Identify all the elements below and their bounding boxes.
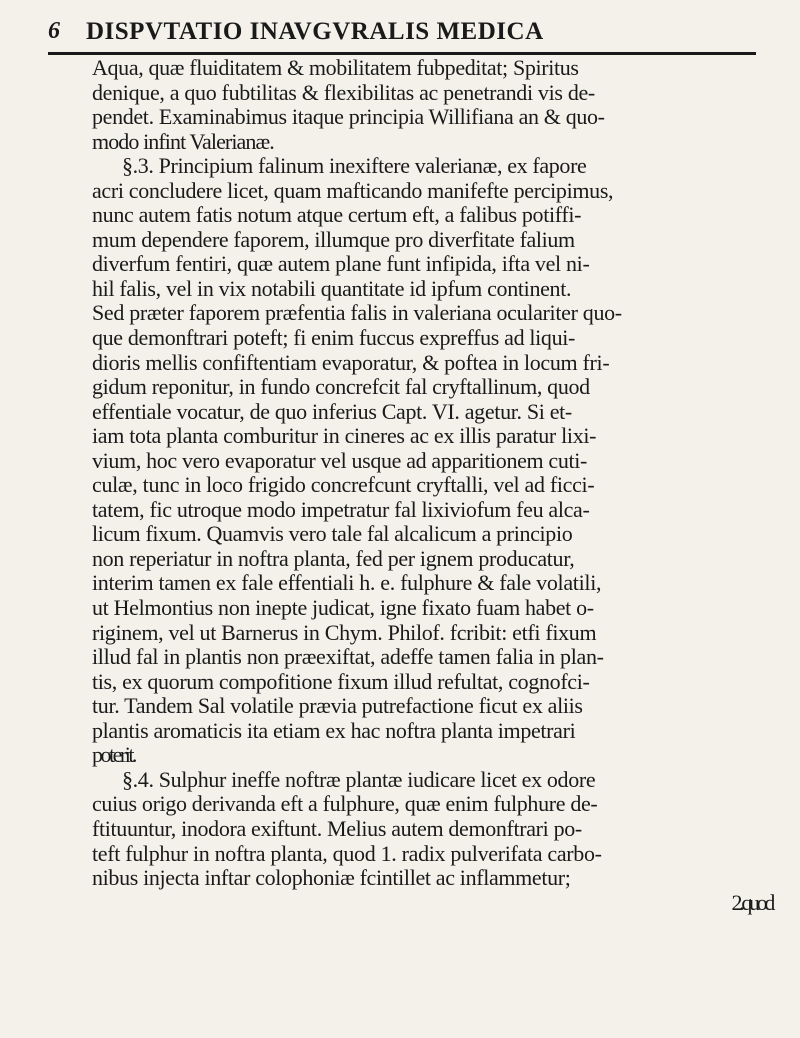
paragraph-start-line: §.3. Principium falinum inexiftere valerianæ, ex fapore	[122, 153, 587, 179]
text-line: tatem, fic utroque modo impetratur fal lixiviofum feu alca-	[92, 496, 590, 522]
text-line: nibus injecta inftar colophoniæ fcintillet ac inflammetur;	[92, 865, 571, 891]
text-line: modo infint Valerianæ.	[92, 128, 274, 154]
paragraph-start-line: §.4. Sulphur ineffe noftræ plantæ iudicare licet ex odore	[122, 766, 596, 792]
text-line: tis, ex quorum compofitione fixum illud refultat, cognofci-	[92, 668, 590, 694]
text-line: teft fulphur in noftra planta, quod 1. radix pulverifata carbo-	[92, 840, 602, 866]
text-line: plantis aromaticis ita etiam ex hac noftra planta impetrari	[92, 717, 576, 743]
catchword: 2.quod	[731, 889, 772, 915]
text-line: hil falis, vel in vix notabili quantitate id ipfum continent.	[92, 275, 572, 301]
text-line: licum fixum. Quamvis vero tale fal alcalicum a principio	[92, 521, 573, 547]
text-line: illud fal in plantis non præexiftat, adeffe tamen falia in plan-	[92, 644, 604, 670]
text-line: gidum reponitur, in fundo concrefcit fal cryftallinum, quod	[92, 374, 590, 400]
text-line: interim tamen ex fale effentiali h. e. fulphure & fale volatili,	[92, 570, 602, 596]
text-line: acri concludere licet, quam mafticando manifefte percipimus,	[92, 177, 614, 203]
text-line: tur. Tandem Sal volatile prævia putrefactione ficut ex aliis	[92, 693, 583, 719]
body-text	[92, 56, 792, 915]
text-line: culæ, tunc in loco frigido concrefcunt cryftalli, vel ad ficci-	[92, 472, 595, 498]
text-line: Aqua, quæ fluiditatem & mobilitatem fubpeditat; Spiritus	[92, 55, 579, 80]
text-line: effentiale vocatur, de quo inferius Capt. VI. agetur. Si et-	[92, 398, 572, 424]
text-line: cuius origo derivanda eft a fulphure, quæ enim fulphure de-	[92, 791, 598, 817]
text-line: mum dependere faporem, illumque pro diverfitate falium	[92, 226, 575, 252]
page-header	[48, 12, 768, 52]
text-line: iam tota planta comburitur in cineres ac ex illis paratur lixi-	[92, 423, 597, 449]
text-line: ftituuntur, inodora exiftunt. Melius autem demonftrari po-	[92, 815, 582, 841]
text-line: vium, hoc vero evaporatur vel usque ad apparitionem cuti-	[92, 447, 587, 473]
text-line: diverfum fentiri, quæ autem plane funt infipida, ifta vel ni-	[92, 251, 590, 277]
text-line: nunc autem fatis notum atque certum eft, a falibus potiffi-	[92, 202, 582, 228]
text-line: denique, a quo fubtilitas & flexibilitas ac penetrandi vis de-	[92, 79, 595, 105]
text-line: que demonftrari poteft; fi enim fuccus expreffus ad liqui-	[92, 325, 575, 351]
text-line: non reperiatur in noftra planta, fed per ignem producatur,	[92, 545, 575, 571]
text-line: riginem, vel ut Barnerus in Chym. Philof. fcribit: etfi fixum	[92, 619, 597, 645]
text-line: Sed præter faporem præfentia falis in valeriana oculariter quo-	[92, 300, 622, 326]
text-line: ut Helmontius non inepte judicat, igne fixato fuam habet o-	[92, 595, 594, 621]
text-line: poterit.	[92, 742, 135, 768]
running-head: DISPVTATIO INAVGVRALIS MEDICA	[86, 18, 544, 45]
text-line: dioris mellis confiftentiam evaporatur, & poftea in locum fri-	[92, 349, 610, 375]
page-number: 6	[48, 18, 60, 44]
text-line: pendet. Examinabimus itaque principia Willifiana an & quo-	[92, 104, 605, 130]
